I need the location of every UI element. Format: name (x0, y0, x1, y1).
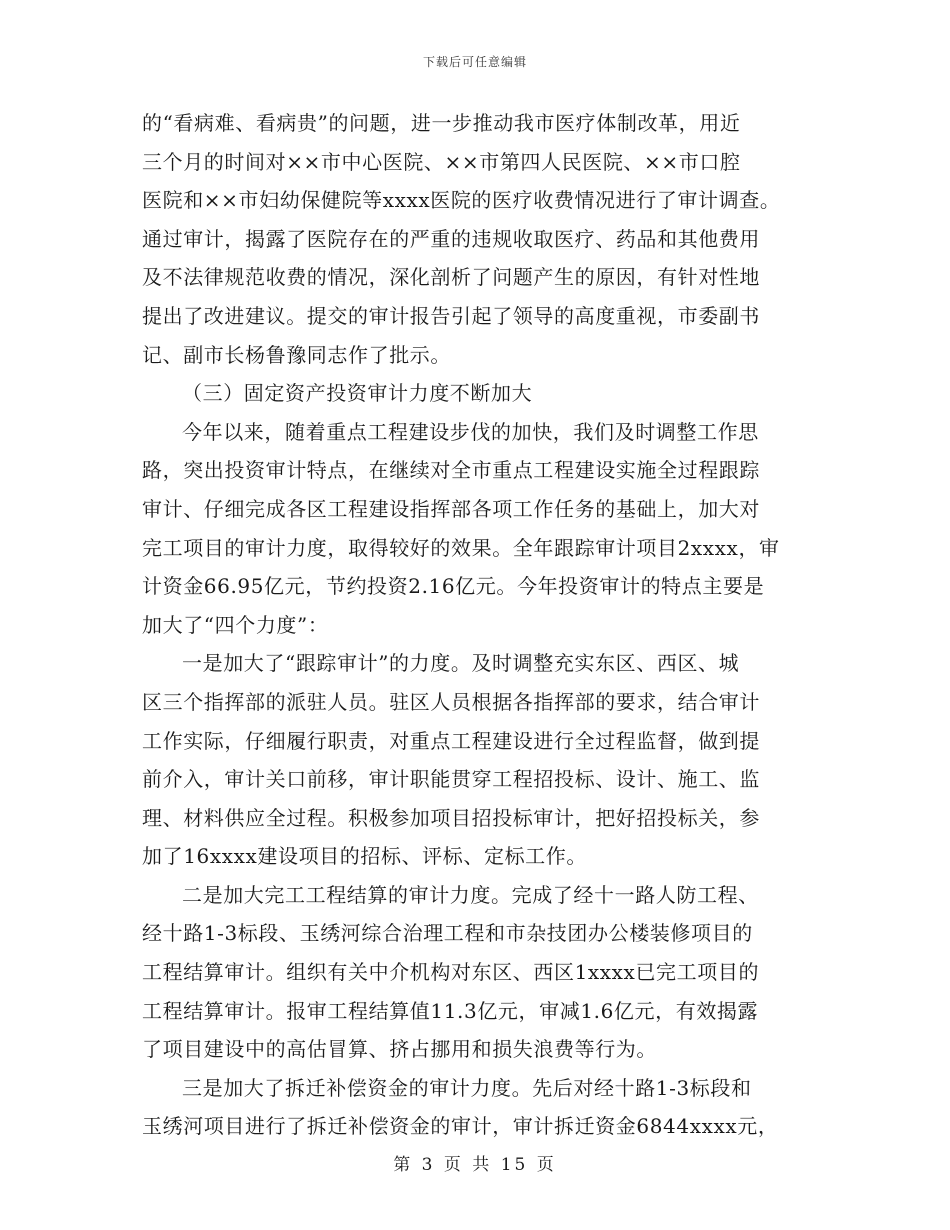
paragraph (142, 644, 822, 876)
text-line: 路，突出投资审计特点，在继续对全市重点工程建设实施全过程跟踪 (142, 458, 760, 483)
text-line: 二是加大完工工程结算的审计力度。完成了经十一路人防工程、 (182, 882, 759, 907)
text-line: 三是加大了拆迁补偿资金的审计力度。先后对经十路1-3标段和 (182, 1075, 752, 1100)
text-line: 区三个指挥部的派驻人员。驻区人员根据各指挥部的要求，结合审计 (142, 689, 760, 714)
text-line: 审计、仔细完成各区工程建设指挥部各项工作任务的基础上，加大对 (142, 496, 760, 521)
text-line: 提出了改进建议。提交的审计报告引起了领导的高度重视，市委副书 (142, 303, 760, 328)
text-line: 及不法律规范收费的情况，深化剖析了问题产生的原因，有针对性地 (142, 265, 760, 290)
page-number-footer: 第 3 页 共 15 页 (393, 1155, 557, 1175)
text-line: 的“看病难、看病贵”的问题，进一步推动我市医疗体制改革，用近 (142, 111, 741, 135)
text-line: 医院和××市妇幼保健院等xxxx医院的医疗收费情况进行了审计调查。 (142, 188, 781, 213)
text-line: 玉绣河项目进行了拆迁补偿资金的审计，审计拆迁资金6844xxxx元， (142, 1114, 779, 1139)
text-line: 记、副市长杨鲁豫同志作了批示。 (142, 342, 451, 367)
text-line: 前介入，审计关口前移，审计职能贯穿工程招投标、设计、施工、监 (142, 767, 760, 792)
document-body (142, 104, 822, 1146)
section-heading (142, 374, 822, 413)
text-line: 通过审计，揭露了医院存在的严重的违规收取医疗、药品和其他费用 (142, 226, 760, 251)
paragraph (142, 876, 822, 1069)
section-heading-text: （三）固定资产投资审计力度不断加大 (182, 381, 533, 406)
text-line: 三个月的时间对××市中心医院、××市第四人民医院、××市口腔 (142, 149, 741, 174)
text-line: 完工项目的审计力度，取得较好的效果。全年跟踪审计项目2xxxx，审 (142, 535, 780, 560)
text-line: 了项目建设中的高估冒算、挤占挪用和损失浪费等行为。 (142, 1037, 657, 1062)
text-line: 经十路1-3标段、玉绣河综合治理工程和市杂技团办公楼装修项目的 (142, 921, 753, 946)
text-line: 加大了“四个力度”： (142, 612, 329, 637)
paragraph (142, 1069, 822, 1146)
text-line: 加了16xxxx建设项目的招标、评标、定标工作。 (142, 844, 587, 869)
text-line: 工作实际，仔细履行职责，对重点工程建设进行全过程监督，做到提 (142, 728, 760, 753)
paragraph (142, 413, 822, 645)
text-line: 理、材料供应全过程。积极参加项目招投标审计，把好招投标关，参 (142, 805, 760, 830)
text-line: 工程结算审计。报审工程结算值11.3亿元，审减1.6亿元，有效揭露 (142, 998, 759, 1023)
text-line: 计资金66.95亿元，节约投资2.16亿元。今年投资审计的特点主要是 (142, 574, 765, 599)
text-line: 工程结算审计。组织有关中介机构对东区、西区1xxxx已完工项目的 (142, 960, 760, 985)
paragraph (142, 104, 822, 374)
text-line: 今年以来，随着重点工程建设步伐的加快，我们及时调整工作思 (182, 419, 759, 444)
page-header: 下载后可任意编辑 (422, 55, 527, 69)
text-line: 一是加大了“跟踪审计”的力度。及时调整充实东区、西区、城 (182, 651, 740, 676)
